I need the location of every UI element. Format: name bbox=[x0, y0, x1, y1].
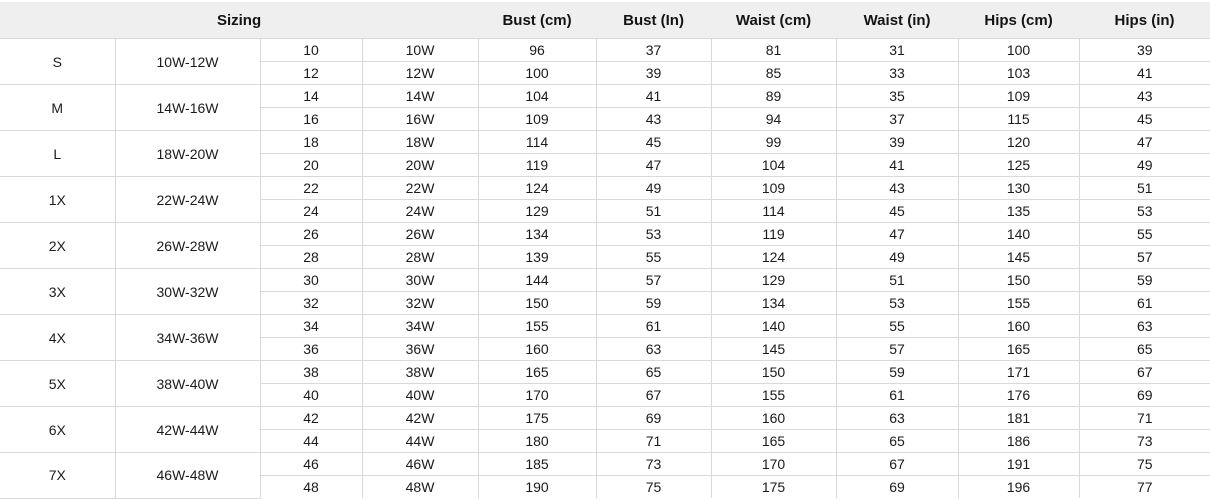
bust-in-cell: 73 bbox=[596, 453, 711, 476]
w-size-cell: 14W bbox=[362, 85, 478, 108]
hips-cm-cell: 100 bbox=[958, 39, 1079, 62]
w-size-cell: 38W bbox=[362, 361, 478, 384]
col-header-waist-cm: Waist (cm) bbox=[711, 1, 836, 39]
waist-in-cell: 33 bbox=[836, 62, 958, 85]
w-size-cell: 40W bbox=[362, 384, 478, 407]
hips-cm-cell: 120 bbox=[958, 131, 1079, 154]
waist-in-cell: 67 bbox=[836, 453, 958, 476]
numeric-size-cell: 30 bbox=[260, 269, 362, 292]
numeric-size-cell: 10 bbox=[260, 39, 362, 62]
waist-cm-cell: 155 bbox=[711, 384, 836, 407]
size-group-cell: 7X bbox=[0, 453, 115, 499]
bust-cm-cell: 134 bbox=[478, 223, 596, 246]
bust-in-cell: 49 bbox=[596, 177, 711, 200]
waist-cm-cell: 134 bbox=[711, 292, 836, 315]
waist-cm-cell: 85 bbox=[711, 62, 836, 85]
numeric-size-cell: 20 bbox=[260, 154, 362, 177]
table-header bbox=[0, 1, 1210, 39]
numeric-size-cell: 46 bbox=[260, 453, 362, 476]
waist-cm-cell: 104 bbox=[711, 154, 836, 177]
table-row bbox=[0, 453, 1210, 476]
w-size-cell: 10W bbox=[362, 39, 478, 62]
hips-in-cell: 51 bbox=[1079, 177, 1210, 200]
hips-cm-cell: 171 bbox=[958, 361, 1079, 384]
numeric-size-cell: 36 bbox=[260, 338, 362, 361]
hips-cm-cell: 115 bbox=[958, 108, 1079, 131]
size-group-cell: 1X bbox=[0, 177, 115, 223]
numeric-size-cell: 12 bbox=[260, 62, 362, 85]
numeric-size-cell: 26 bbox=[260, 223, 362, 246]
w-size-cell: 26W bbox=[362, 223, 478, 246]
numeric-size-cell: 32 bbox=[260, 292, 362, 315]
hips-cm-cell: 181 bbox=[958, 407, 1079, 430]
hips-cm-cell: 135 bbox=[958, 200, 1079, 223]
waist-in-cell: 69 bbox=[836, 476, 958, 499]
numeric-size-cell: 14 bbox=[260, 85, 362, 108]
hips-in-cell: 67 bbox=[1079, 361, 1210, 384]
waist-cm-cell: 99 bbox=[711, 131, 836, 154]
hips-cm-cell: 125 bbox=[958, 154, 1079, 177]
waist-in-cell: 31 bbox=[836, 39, 958, 62]
w-size-cell: 24W bbox=[362, 200, 478, 223]
hips-in-cell: 57 bbox=[1079, 246, 1210, 269]
table-row bbox=[0, 407, 1210, 430]
bust-in-cell: 59 bbox=[596, 292, 711, 315]
hips-cm-cell: 165 bbox=[958, 338, 1079, 361]
waist-cm-cell: 119 bbox=[711, 223, 836, 246]
hips-in-cell: 45 bbox=[1079, 108, 1210, 131]
hips-cm-cell: 160 bbox=[958, 315, 1079, 338]
waist-cm-cell: 129 bbox=[711, 269, 836, 292]
waist-in-cell: 43 bbox=[836, 177, 958, 200]
hips-in-cell: 39 bbox=[1079, 39, 1210, 62]
hips-in-cell: 43 bbox=[1079, 85, 1210, 108]
hips-in-cell: 65 bbox=[1079, 338, 1210, 361]
col-header-hips-cm: Hips (cm) bbox=[958, 1, 1079, 39]
w-size-cell: 36W bbox=[362, 338, 478, 361]
waist-in-cell: 53 bbox=[836, 292, 958, 315]
hips-cm-cell: 155 bbox=[958, 292, 1079, 315]
col-header-hips-in: Hips (in) bbox=[1079, 1, 1210, 39]
hips-cm-cell: 109 bbox=[958, 85, 1079, 108]
waist-in-cell: 65 bbox=[836, 430, 958, 453]
hips-cm-cell: 150 bbox=[958, 269, 1079, 292]
w-size-cell: 34W bbox=[362, 315, 478, 338]
bust-in-cell: 43 bbox=[596, 108, 711, 131]
bust-in-cell: 67 bbox=[596, 384, 711, 407]
size-range-cell: 22W-24W bbox=[115, 177, 260, 223]
size-range-cell: 26W-28W bbox=[115, 223, 260, 269]
hips-in-cell: 61 bbox=[1079, 292, 1210, 315]
bust-cm-cell: 170 bbox=[478, 384, 596, 407]
table-body bbox=[0, 39, 1210, 499]
w-size-cell: 16W bbox=[362, 108, 478, 131]
waist-cm-cell: 145 bbox=[711, 338, 836, 361]
bust-cm-cell: 104 bbox=[478, 85, 596, 108]
table-row bbox=[0, 131, 1210, 154]
bust-in-cell: 57 bbox=[596, 269, 711, 292]
bust-in-cell: 51 bbox=[596, 200, 711, 223]
waist-cm-cell: 175 bbox=[711, 476, 836, 499]
hips-in-cell: 49 bbox=[1079, 154, 1210, 177]
bust-cm-cell: 180 bbox=[478, 430, 596, 453]
waist-in-cell: 45 bbox=[836, 200, 958, 223]
table-row bbox=[0, 361, 1210, 384]
hips-cm-cell: 130 bbox=[958, 177, 1079, 200]
hips-in-cell: 63 bbox=[1079, 315, 1210, 338]
table-row bbox=[0, 39, 1210, 62]
table-row bbox=[0, 223, 1210, 246]
size-group-cell: S bbox=[0, 39, 115, 85]
bust-in-cell: 53 bbox=[596, 223, 711, 246]
bust-in-cell: 47 bbox=[596, 154, 711, 177]
waist-in-cell: 47 bbox=[836, 223, 958, 246]
size-group-cell: L bbox=[0, 131, 115, 177]
w-size-cell: 42W bbox=[362, 407, 478, 430]
bust-cm-cell: 114 bbox=[478, 131, 596, 154]
waist-in-cell: 57 bbox=[836, 338, 958, 361]
waist-in-cell: 35 bbox=[836, 85, 958, 108]
bust-in-cell: 65 bbox=[596, 361, 711, 384]
w-size-cell: 44W bbox=[362, 430, 478, 453]
waist-in-cell: 39 bbox=[836, 131, 958, 154]
bust-cm-cell: 124 bbox=[478, 177, 596, 200]
hips-cm-cell: 103 bbox=[958, 62, 1079, 85]
bust-cm-cell: 185 bbox=[478, 453, 596, 476]
waist-in-cell: 51 bbox=[836, 269, 958, 292]
bust-in-cell: 69 bbox=[596, 407, 711, 430]
size-range-cell: 46W-48W bbox=[115, 453, 260, 499]
size-group-cell: 4X bbox=[0, 315, 115, 361]
size-range-cell: 18W-20W bbox=[115, 131, 260, 177]
bust-cm-cell: 150 bbox=[478, 292, 596, 315]
numeric-size-cell: 34 bbox=[260, 315, 362, 338]
size-group-cell: 5X bbox=[0, 361, 115, 407]
size-group-cell: M bbox=[0, 85, 115, 131]
col-header-bust-cm: Bust (cm) bbox=[478, 1, 596, 39]
hips-cm-cell: 186 bbox=[958, 430, 1079, 453]
bust-in-cell: 63 bbox=[596, 338, 711, 361]
hips-in-cell: 47 bbox=[1079, 131, 1210, 154]
size-range-cell: 14W-16W bbox=[115, 85, 260, 131]
hips-cm-cell: 140 bbox=[958, 223, 1079, 246]
size-group-cell: 6X bbox=[0, 407, 115, 453]
table-row bbox=[0, 85, 1210, 108]
hips-in-cell: 59 bbox=[1079, 269, 1210, 292]
w-size-cell: 32W bbox=[362, 292, 478, 315]
hips-cm-cell: 196 bbox=[958, 476, 1079, 499]
bust-cm-cell: 165 bbox=[478, 361, 596, 384]
waist-in-cell: 37 bbox=[836, 108, 958, 131]
numeric-size-cell: 16 bbox=[260, 108, 362, 131]
bust-cm-cell: 175 bbox=[478, 407, 596, 430]
size-group-cell: 2X bbox=[0, 223, 115, 269]
numeric-size-cell: 24 bbox=[260, 200, 362, 223]
w-size-cell: 20W bbox=[362, 154, 478, 177]
w-size-cell: 46W bbox=[362, 453, 478, 476]
w-size-cell: 30W bbox=[362, 269, 478, 292]
header-row bbox=[0, 1, 1210, 39]
col-header-waist-in: Waist (in) bbox=[836, 1, 958, 39]
table-row bbox=[0, 269, 1210, 292]
size-range-cell: 34W-36W bbox=[115, 315, 260, 361]
bust-cm-cell: 109 bbox=[478, 108, 596, 131]
waist-cm-cell: 94 bbox=[711, 108, 836, 131]
bust-cm-cell: 129 bbox=[478, 200, 596, 223]
bust-in-cell: 45 bbox=[596, 131, 711, 154]
waist-in-cell: 41 bbox=[836, 154, 958, 177]
hips-cm-cell: 191 bbox=[958, 453, 1079, 476]
waist-cm-cell: 124 bbox=[711, 246, 836, 269]
waist-in-cell: 49 bbox=[836, 246, 958, 269]
size-range-cell: 10W-12W bbox=[115, 39, 260, 85]
size-range-cell: 30W-32W bbox=[115, 269, 260, 315]
w-size-cell: 48W bbox=[362, 476, 478, 499]
w-size-cell: 12W bbox=[362, 62, 478, 85]
bust-in-cell: 55 bbox=[596, 246, 711, 269]
waist-in-cell: 59 bbox=[836, 361, 958, 384]
waist-cm-cell: 165 bbox=[711, 430, 836, 453]
waist-cm-cell: 140 bbox=[711, 315, 836, 338]
hips-in-cell: 77 bbox=[1079, 476, 1210, 499]
numeric-size-cell: 22 bbox=[260, 177, 362, 200]
waist-in-cell: 55 bbox=[836, 315, 958, 338]
waist-cm-cell: 114 bbox=[711, 200, 836, 223]
bust-cm-cell: 96 bbox=[478, 39, 596, 62]
waist-cm-cell: 89 bbox=[711, 85, 836, 108]
bust-cm-cell: 144 bbox=[478, 269, 596, 292]
bust-in-cell: 61 bbox=[596, 315, 711, 338]
bust-cm-cell: 139 bbox=[478, 246, 596, 269]
waist-in-cell: 63 bbox=[836, 407, 958, 430]
hips-in-cell: 75 bbox=[1079, 453, 1210, 476]
bust-cm-cell: 190 bbox=[478, 476, 596, 499]
waist-cm-cell: 160 bbox=[711, 407, 836, 430]
hips-in-cell: 41 bbox=[1079, 62, 1210, 85]
numeric-size-cell: 28 bbox=[260, 246, 362, 269]
hips-cm-cell: 145 bbox=[958, 246, 1079, 269]
hips-in-cell: 53 bbox=[1079, 200, 1210, 223]
waist-cm-cell: 170 bbox=[711, 453, 836, 476]
numeric-size-cell: 38 bbox=[260, 361, 362, 384]
bust-in-cell: 75 bbox=[596, 476, 711, 499]
table-row bbox=[0, 177, 1210, 200]
size-range-cell: 42W-44W bbox=[115, 407, 260, 453]
bust-cm-cell: 160 bbox=[478, 338, 596, 361]
table-row bbox=[0, 315, 1210, 338]
bust-cm-cell: 119 bbox=[478, 154, 596, 177]
bust-in-cell: 37 bbox=[596, 39, 711, 62]
waist-cm-cell: 150 bbox=[711, 361, 836, 384]
hips-cm-cell: 176 bbox=[958, 384, 1079, 407]
waist-in-cell: 61 bbox=[836, 384, 958, 407]
bust-cm-cell: 155 bbox=[478, 315, 596, 338]
size-group-cell: 3X bbox=[0, 269, 115, 315]
bust-in-cell: 39 bbox=[596, 62, 711, 85]
bust-in-cell: 71 bbox=[596, 430, 711, 453]
hips-in-cell: 69 bbox=[1079, 384, 1210, 407]
table-title: Sizing bbox=[0, 1, 478, 39]
hips-in-cell: 55 bbox=[1079, 223, 1210, 246]
w-size-cell: 18W bbox=[362, 131, 478, 154]
numeric-size-cell: 48 bbox=[260, 476, 362, 499]
numeric-size-cell: 40 bbox=[260, 384, 362, 407]
waist-cm-cell: 109 bbox=[711, 177, 836, 200]
hips-in-cell: 73 bbox=[1079, 430, 1210, 453]
waist-cm-cell: 81 bbox=[711, 39, 836, 62]
size-range-cell: 38W-40W bbox=[115, 361, 260, 407]
w-size-cell: 28W bbox=[362, 246, 478, 269]
bust-in-cell: 41 bbox=[596, 85, 711, 108]
numeric-size-cell: 42 bbox=[260, 407, 362, 430]
w-size-cell: 22W bbox=[362, 177, 478, 200]
numeric-size-cell: 18 bbox=[260, 131, 362, 154]
bust-cm-cell: 100 bbox=[478, 62, 596, 85]
numeric-size-cell: 44 bbox=[260, 430, 362, 453]
hips-in-cell: 71 bbox=[1079, 407, 1210, 430]
col-header-bust-in: Bust (In) bbox=[596, 1, 711, 39]
